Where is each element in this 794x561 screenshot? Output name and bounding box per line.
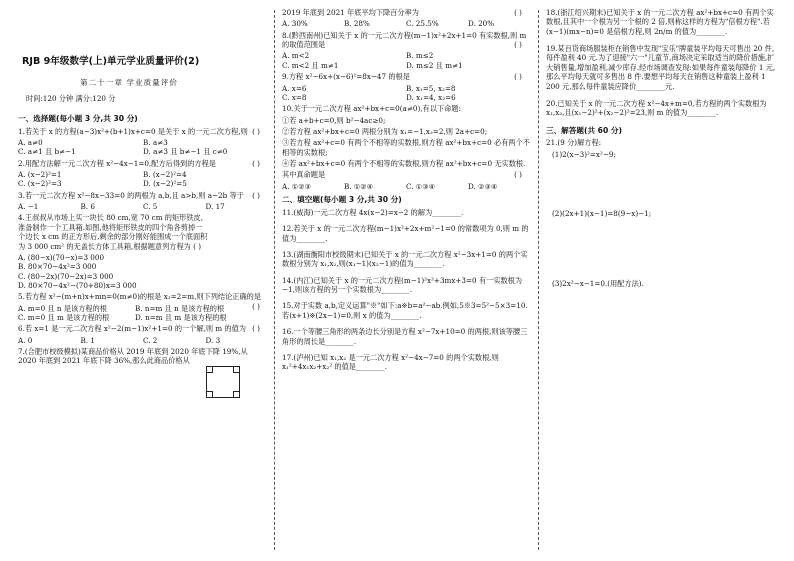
option: A. −1	[18, 202, 39, 212]
proposition: ②若方程 ax²+bx+c=0 两根分别为 x₁=−1,x₂=2,则 2a+c=0;	[282, 126, 488, 136]
question-1: 1.若关于 x 的方程(a−3)x²+(b+1)x+c=0 是关于 x 的一元二次方程,则 ( )	[18, 126, 260, 136]
option: D. x₁=4, x₂=6	[406, 92, 456, 102]
option: B. (x−2)²=4	[143, 169, 187, 179]
option: A. (x−2)²=1	[18, 169, 62, 179]
column-middle	[282, 8, 530, 374]
option: A. m<2	[282, 51, 310, 61]
option: B. ①②④	[344, 181, 374, 191]
page-title: RJB 9年级数学(上)单元学业质量评价(2)	[22, 56, 200, 67]
question-2: 2.用配方法解一元二次方程 x²−4x−1=0,配方后得到的方程是 ( )	[18, 158, 260, 168]
option: C. (x−2)²=3	[18, 179, 62, 189]
question-10-options	[282, 182, 530, 191]
option: B. m≤2	[406, 51, 434, 61]
cut-corner	[233, 391, 240, 398]
column-left	[18, 8, 268, 368]
question-2-options	[18, 170, 268, 189]
column-divider	[274, 10, 275, 550]
option: C. m=0 且 m 是该方程的根	[18, 313, 110, 323]
option: C. ①③④	[406, 181, 436, 191]
option: C. 25.5%	[406, 19, 439, 29]
option: D. a≠3 且 b≠−1 且 c≠0	[143, 147, 228, 157]
question-21: 21.(9 分)解方程:	[546, 138, 602, 148]
question-7-options	[282, 19, 530, 28]
question-9-options	[282, 84, 530, 103]
option: C. m<2 且 m≠1	[282, 60, 339, 70]
option: D. 80×70−4x²−(70+80)x=3 000	[18, 280, 137, 290]
proposition: ①若 a+b+c=0,则 b²−4ac≥0;	[282, 115, 386, 125]
question-3-options	[18, 202, 268, 211]
cut-corner	[233, 366, 240, 373]
question-5-options	[18, 304, 252, 323]
question-9: 9.方程 x²−6x+(x−6)²=8x−47 的根是 ( )	[282, 72, 522, 82]
option: B. x₁=5, x₂=8	[406, 83, 456, 93]
cut-corner	[206, 391, 213, 398]
section-choice-title: 一、选择题(每小题 3 分,共 30 分)	[18, 113, 138, 123]
column-right	[546, 8, 778, 290]
question-7-continued: 2019 年底到 2021 年底平均下降百分率为 ( )	[282, 8, 522, 17]
proposition: ③若方程 ax²+c=0 有两个不相等的实数根,则方程 ax²+bx+c=0 必有两个不相等的实数根;	[282, 138, 530, 157]
option: B. 1	[80, 335, 95, 345]
question-7: 7.(合肥市校级模拟)某商品价格从 2019 年底到 2020 年底下降 19%,从 2020 年底到 2021 年底下降 36%,那么此商品价格从	[18, 347, 248, 366]
question-8-options	[282, 51, 530, 70]
question-21-part-1: (1)2(x−3)²=x²−9;	[552, 149, 616, 159]
question-21-part-3: (3)2x²−x−1=0.(用配方法).	[552, 278, 644, 288]
question-4: 4.王叔叔从市场上买一块长 80 cm,宽 70 cm 的矩形铁皮,准备制作一个工具箱.如图,他将矩形铁皮的四个角各剪掉一个边长 x cm 的正方形后,剩余的部分刚好能围成一个底面积为 3 000 cm² 的无盖长方体工具箱,根据题意列方程为 ( )	[18, 213, 208, 251]
option: A. ①②③	[282, 181, 312, 191]
option: D. 3	[205, 335, 221, 345]
option: A. a≠0	[18, 137, 43, 147]
column-divider	[538, 10, 539, 550]
question-6-options	[18, 336, 268, 345]
option: C. a≠1 且 b≠−1	[18, 147, 76, 157]
question-17: 17.(泸州)已知 x₁,x₂ 是一元二次方程 x²−4x−7=0 的两个实数根,则 x₁²+4x₁x₂+x₂² 的值是________.	[282, 352, 499, 372]
question-5: 5.若方程 x²−(m+n)x+mn=0(m≠0)的根是 x₁=2=m,则下列结论正确的是 ( )	[18, 292, 262, 311]
question-12: 12.若关于 x 的一元二次方程(m−1)x²+2x+m²−1=0 的常数项为 0,则 m 的值为________.	[282, 224, 529, 243]
option: C. (80−2x)(70−2x)=3 000	[18, 271, 114, 281]
option: A. 30%	[282, 19, 308, 29]
option: D. ②③④	[468, 181, 498, 191]
option: B. 80×70−4x²=3 000	[18, 262, 97, 272]
option: B. 28%	[344, 19, 370, 29]
question-14: 14.(内江)已知关于 x 的一元二次方程(m−1)²x²+3mx+3=0 有一实数根为−1,则该方程的另一个实数根为________.	[282, 275, 523, 295]
question-1-options	[18, 138, 268, 157]
cut-corner	[206, 366, 213, 373]
question-16: 16.一个等腰三角形的两条边长分别是方程 x²−7x+10=0 的两根,则该等腰三角形的周长是________.	[282, 327, 528, 346]
option: D. 20%	[468, 19, 495, 29]
question-3: 3.若一元二次方程 x²−8x−33=0 的两根为 a,b,且 a>b,则 a−2b 等于 ( )	[18, 190, 260, 200]
chapter-subtitle: 第二十一章 学业质量评价	[80, 78, 178, 88]
option: D. (x−2)²=5	[143, 179, 187, 189]
question-10: 10.关于一元二次方程 ax²+bx+c=0(a≠0),有以下命题:	[282, 104, 461, 114]
section-fill-title: 二、填空题(每小题 3 分,共 30 分)	[282, 195, 402, 205]
option: A. m=0 且 n 是该方程的根	[18, 303, 107, 313]
tin-sheet-diagram	[206, 366, 240, 398]
option: D. n=m 且 m 是该方程的根	[135, 313, 227, 323]
question-6: 6.若 x=1 是一元二次方程 x²−2(m−1)x²+1=0 的一个解,则 m 的值为 ( )	[18, 324, 260, 334]
question-20: 20.已知关于 x 的一元二次方程 x²−4x+m=0,若方程的两个实数根为 x₁,x₂,且(x₁−2)²+(x₂−2)²=23,则 m 的值为________.	[546, 98, 767, 118]
option: B. 6	[80, 202, 95, 212]
option: B. n=m 且 n 是该方程的根	[135, 303, 225, 313]
option: D. 17	[205, 202, 225, 212]
question-4-options	[18, 253, 208, 290]
question-8: 8.(黔西南州)已知关于 x 的一元二次方程(m−1)x²+2x+1=0 有实数根,则 m 的取值范围是 ( )	[282, 30, 527, 50]
option: D. m≤2 且 m≠1	[406, 60, 463, 70]
option: C. 5	[143, 202, 158, 212]
option: A. x=6	[282, 83, 307, 93]
question-13: 13.(湖南衡阳市校级期末)已知关于 x 的一元二次方程 x²−3x+1=0 的两个实数根分别为 x₁,x₂,则(x₁−1)(x₂−1)的值为________.	[282, 250, 528, 269]
option: A. (80−x)(70−x)=3 000	[18, 252, 105, 262]
proposition: ④若 ax²+bx+c=0 有两个不相等的实数根,则方程 ax²+bx+c=0 无实数根.	[282, 159, 526, 169]
option: A. 0	[18, 335, 33, 345]
option: C. x=8	[282, 92, 307, 102]
exam-meta: 时间:120 分钟 满分:120 分	[26, 94, 116, 104]
option: C. 2	[143, 335, 158, 345]
question-21-part-2: (2)(2x+1)(x−1)=8(9−x)−1;	[552, 209, 652, 219]
question-10-tail: 其中真命题是 ( )	[282, 170, 522, 180]
question-15: 15.对于实数 a,b,定义运算"※"如下:a※b=a²−ab.例如,5※3=5²−5×3=10.若(x+1)※(2x−1)=0,则 x 的值为________.	[282, 301, 528, 320]
question-18: 18.(浙江绍兴期末)已知关于 x 的一元二次方程 ax²+bx+c=0 有两个实数根,且其中一个根为另一个根的 2 倍,则称这样的方程为"倍根方程".若(x−1)(mx−n)=0 是倍根方程,则 2n/m 的值为________.	[546, 8, 774, 36]
section-answer-title: 三、解答题(共 60 分)	[546, 125, 622, 135]
question-11: 11.(威海)一元二次方程 4x(x−2)=x−2 的解为________.	[282, 207, 464, 217]
option: B. a≠3	[143, 137, 168, 147]
question-19: 19.某百货商场服装柜在销售中发现"宝乐"牌童装平均每天可售出 20 件,每件盈利 40 元.为了迎接"六一"儿童节,商场决定采取适当的降价措施,扩大销售量,增加盈利,减少库存.经市场调查发现:如果每件童装每降价 1 元,那么平均每天就可多售出 8 件.要想平均每天在销售这种童装上盈利 1 200 元,那么每件童装应降价________元.	[546, 44, 776, 91]
